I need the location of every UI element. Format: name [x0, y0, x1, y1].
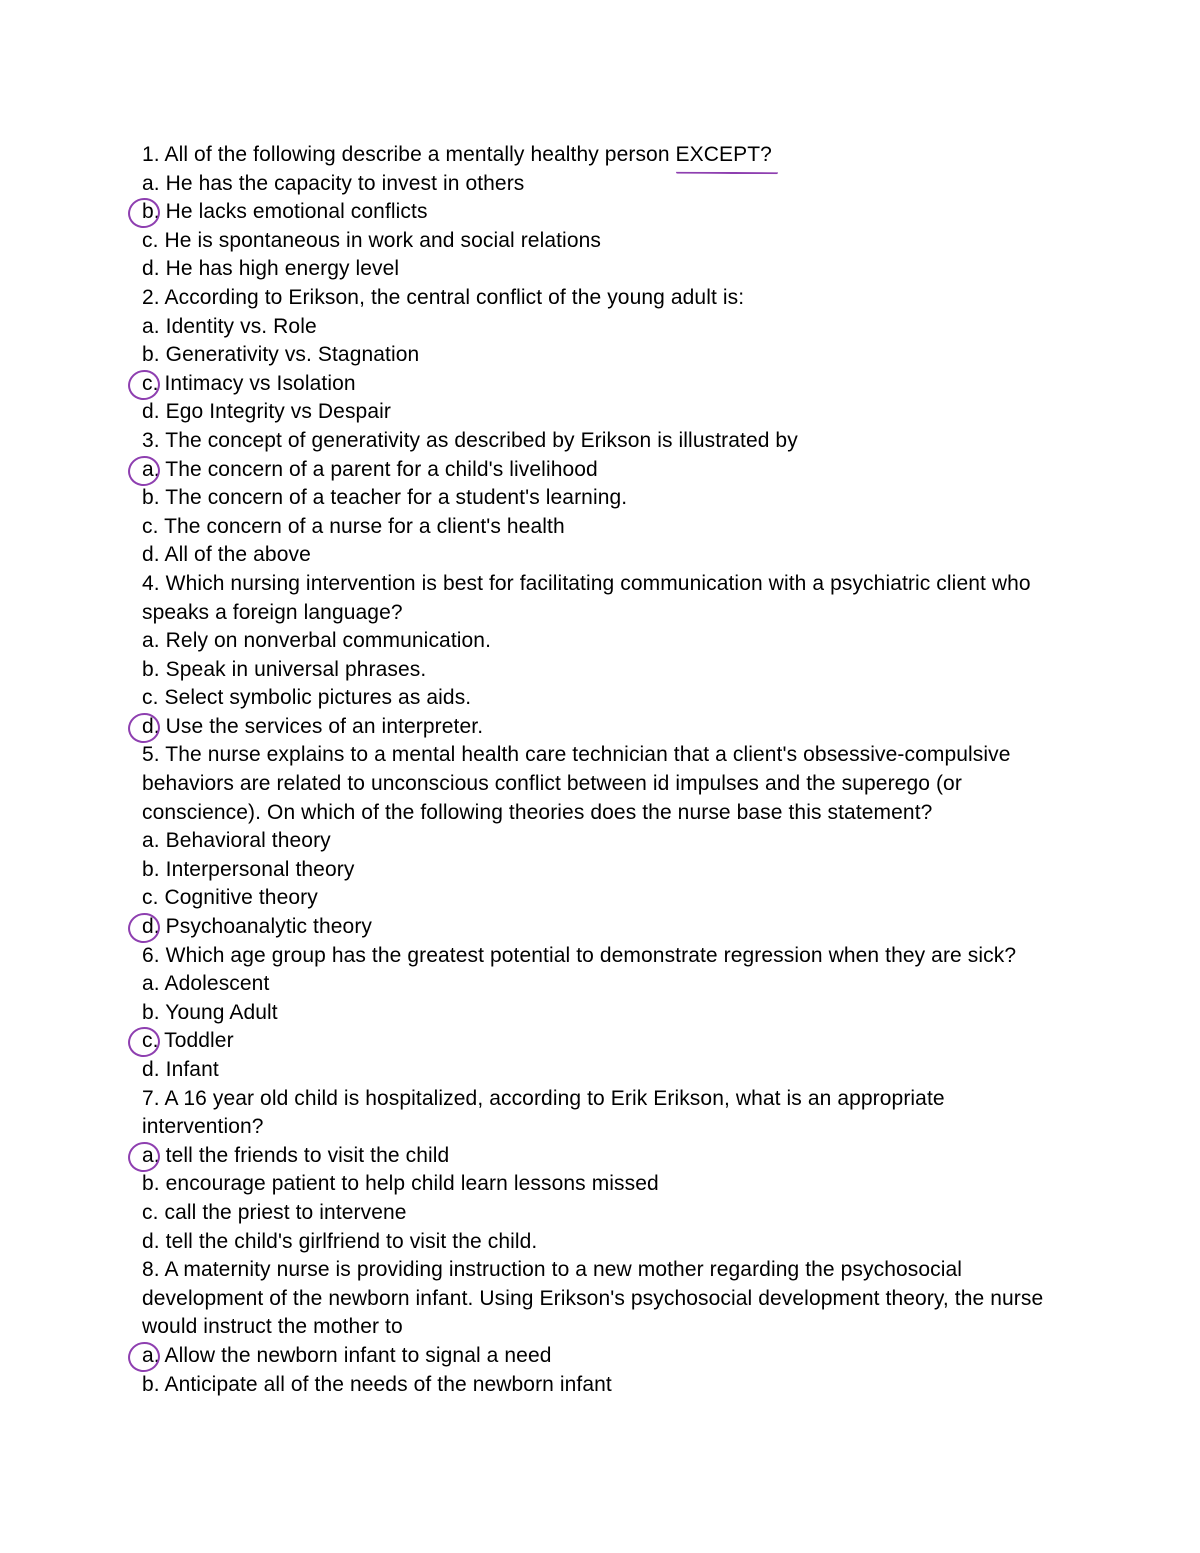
option-a: a. tell the friends to visit the child	[142, 1142, 1062, 1171]
option-c: c. Cognitive theory	[142, 886, 318, 910]
option-b: b. encourage patient to help child learn lessons missed	[142, 1172, 659, 1196]
option-d: d. Psychoanalytic theory	[142, 913, 1062, 942]
question-text: 1. All of the following describe a mentally healthy person EXCEPT?	[142, 141, 1062, 170]
option-c: c. Toddler	[142, 1027, 1062, 1056]
question-2	[142, 284, 1062, 427]
question-6	[142, 942, 1062, 1085]
option-b: b. Anticipate all of the needs of the newborn infant	[142, 1372, 612, 1396]
option-a: a. Identity vs. Role	[142, 314, 317, 338]
question-text: 3. The concept of generativity as described by Erikson is illustrated by	[142, 428, 798, 452]
option-a: a. He has the capacity to invest in others	[142, 171, 525, 195]
question-7	[142, 1085, 1062, 1257]
option-d: d. Infant	[142, 1058, 219, 1081]
question-4	[142, 570, 1062, 742]
option-b: b. The concern of a teacher for a student's learning.	[142, 486, 628, 510]
question-text: 7. A 16 year old child is hospitalized, according to Erik Erikson, what is an appropriate intervention?	[142, 1086, 945, 1139]
option-d: d. Ego Integrity vs Despair	[142, 400, 391, 424]
question-text: 2. According to Erikson, the central conflict of the young adult is:	[142, 285, 745, 309]
option-c: c. He is spontaneous in work and social relations	[142, 228, 601, 252]
option-c: c. The concern of a nurse for a client's health	[142, 514, 565, 538]
option-c: c. call the priest to intervene	[142, 1200, 407, 1224]
option-c: c. Select symbolic pictures as aids.	[142, 686, 472, 710]
question-text: 8. A maternity nurse is providing instruction to a new mother regarding the psychosocial development of the newborn infant. Using Erikson's psychosocial development theory, the nurse would instruct the mother to	[142, 1258, 1044, 1339]
option-a: a. Allow the newborn infant to signal a need	[142, 1342, 1062, 1371]
option-a: a. Rely on nonverbal communication.	[142, 629, 492, 653]
option-d: d. tell the child's girlfriend to visit the child.	[142, 1229, 538, 1253]
option-c: c. Intimacy vs Isolation	[142, 370, 1062, 399]
question-8	[142, 1256, 1062, 1399]
option-a: a. The concern of a parent for a child's livelihood	[142, 456, 1062, 485]
question-3	[142, 427, 1062, 570]
emphasis-underlined: EXCEPT?	[676, 141, 772, 170]
question-text: 6. Which age group has the greatest potential to demonstrate regression when they are sick?	[142, 943, 1017, 967]
question-text: 5. The nurse explains to a mental health care technician that a client's obsessive-compulsive behaviors are related to unconscious conflict between id impulses and the superego (or conscience). On which of the following theories does the nurse base this statement?	[142, 743, 1011, 824]
question-1	[142, 141, 1062, 284]
option-b: b. He lacks emotional conflicts	[142, 198, 1062, 227]
option-b: b. Young Adult	[142, 1000, 278, 1024]
option-a: a. Behavioral theory	[142, 829, 331, 853]
quiz-content	[142, 141, 1062, 1399]
option-b: b. Interpersonal theory	[142, 857, 355, 881]
option-d: d. He has high energy level	[142, 257, 400, 281]
option-d: d. All of the above	[142, 543, 311, 567]
option-b: b. Generativity vs. Stagnation	[142, 343, 420, 367]
question-5	[142, 741, 1062, 941]
option-b: b. Speak in universal phrases.	[142, 657, 427, 681]
option-a: a. Adolescent	[142, 972, 270, 996]
option-d: d. Use the services of an interpreter.	[142, 713, 1062, 742]
question-text: 4. Which nursing intervention is best for facilitating communication with a psychiatric client who speaks a foreign language?	[142, 571, 1031, 624]
